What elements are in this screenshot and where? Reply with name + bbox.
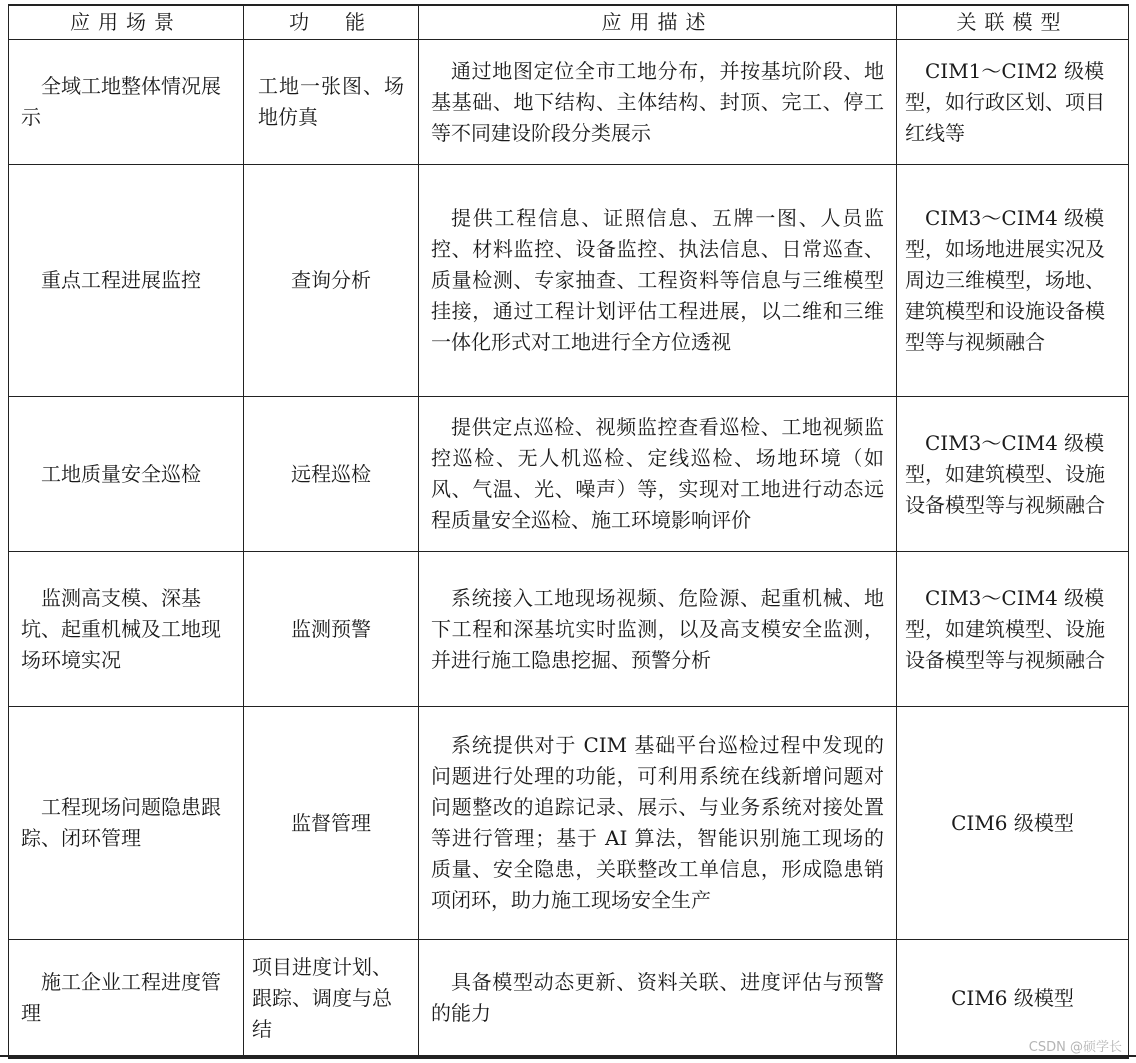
- cell-function: [244, 165, 419, 397]
- cell-description: [419, 552, 897, 707]
- cell-model: [897, 552, 1129, 707]
- function-text: 查询分析: [291, 268, 371, 292]
- cell-description: [419, 397, 897, 552]
- cell-scene: [9, 552, 244, 707]
- cell-function: [244, 552, 419, 707]
- table-header-row: [9, 5, 1129, 40]
- table-row: [9, 940, 1129, 1058]
- description-text: 系统提供对于 CIM 基础平台巡检过程中发现的问题进行处理的功能，可利用系统在线新增问题对问题整改的追踪记录、展示、与业务系统对接处置等进行管理；基于 AI 算法，智能识别施工现场的质量、安全隐患，关联整改工单信息，形成隐患销项闭环，助力施工现场安全生产: [431, 733, 884, 912]
- description-text: 提供工程信息、证照信息、五牌一图、人员监控、材料监控、设备监控、执法信息、日常巡查、质量检测、专家抽查、工程资料等信息与三维模型挂接，通过工程计划评估工程进展，以二维和三维一体化形式对工地进行全方位透视: [431, 206, 884, 354]
- cell-scene: [9, 397, 244, 552]
- model-text: CIM3～CIM4 级模型，如建筑模型、设施设备模型等与视频融合: [905, 585, 1105, 672]
- cell-function: [244, 40, 419, 165]
- bottom-rule: [0, 1055, 1136, 1057]
- cell-model: [897, 40, 1129, 165]
- table-row: [9, 707, 1129, 940]
- description-text: 提供定点巡检、视频监控查看巡检、工地视频监控巡检、无人机巡检、定线巡检、场地环境（如风、气温、光、噪声）等，实现对工地进行动态远程质量安全巡检、施工环境影响评价: [431, 415, 884, 532]
- header-scene: 应用场景: [9, 5, 244, 40]
- cell-model: [897, 165, 1129, 397]
- model-text: CIM6 级模型: [951, 985, 1074, 1010]
- cell-model: [897, 707, 1129, 940]
- cell-scene: [9, 940, 244, 1058]
- cell-description: [419, 165, 897, 397]
- function-text: 工地一张图、场地仿真: [258, 74, 404, 129]
- cell-function: [244, 397, 419, 552]
- description-text: 系统接入工地现场视频、危险源、起重机械、地下工程和深基坑实时监测，以及高支模安全监测，并进行施工隐患挖掘、预警分析: [431, 585, 884, 672]
- model-text: CIM1～CIM2 级模型，如行政区划、项目红线等: [905, 58, 1105, 145]
- cell-description: [419, 940, 897, 1058]
- scene-text: 重点工程进展监控: [41, 268, 201, 292]
- function-text: 远程巡检: [291, 461, 371, 486]
- header-function: 功 能: [244, 5, 419, 40]
- function-text: 监督管理: [291, 810, 371, 835]
- function-text: 项目进度计划、跟踪、调度与总结: [252, 954, 392, 1041]
- model-text: CIM3～CIM4 级模型，如场地进展实况及周边三维模型，场地、建筑模型和设施设备模型等与视频融合: [905, 206, 1105, 354]
- cell-scene: [9, 40, 244, 165]
- table-row: [9, 40, 1129, 165]
- cell-scene: [9, 165, 244, 397]
- model-text: CIM6 级模型: [951, 810, 1074, 835]
- cell-scene: [9, 707, 244, 940]
- description-text: 通过地图定位全市工地分布，并按基坑阶段、地基基础、地下结构、主体结构、封顶、完工、停工等不同建设阶段分类展示: [431, 58, 884, 145]
- cell-model: [897, 397, 1129, 552]
- scene-text: 监测高支模、深基坑、起重机械及工地现场环境实况: [21, 585, 221, 672]
- header-model: 关联模型: [897, 5, 1129, 40]
- cell-function: [244, 707, 419, 940]
- description-text: 具备模型动态更新、资料关联、进度评估与预警的能力: [431, 970, 884, 1026]
- application-scenarios-table: [8, 4, 1129, 1059]
- cell-description: [419, 40, 897, 165]
- cell-description: [419, 707, 897, 940]
- header-description: 应用描述: [419, 5, 897, 40]
- scene-text: 施工企业工程进度管理: [21, 970, 221, 1026]
- scene-text: 工程现场问题隐患跟踪、闭环管理: [21, 795, 221, 850]
- table-container: [8, 4, 1128, 1059]
- table-row: [9, 552, 1129, 707]
- watermark: CSDN @硕学长: [1028, 1040, 1122, 1055]
- function-text: 监测预警: [291, 616, 371, 641]
- table-row: [9, 165, 1129, 397]
- table-row: [9, 397, 1129, 552]
- model-text: CIM3～CIM4 级模型，如建筑模型、设施设备模型等与视频融合: [905, 430, 1105, 517]
- cell-function: [244, 940, 419, 1058]
- scene-text: 工地质量安全巡检: [41, 461, 201, 486]
- scene-text: 全域工地整体情况展示: [21, 74, 221, 129]
